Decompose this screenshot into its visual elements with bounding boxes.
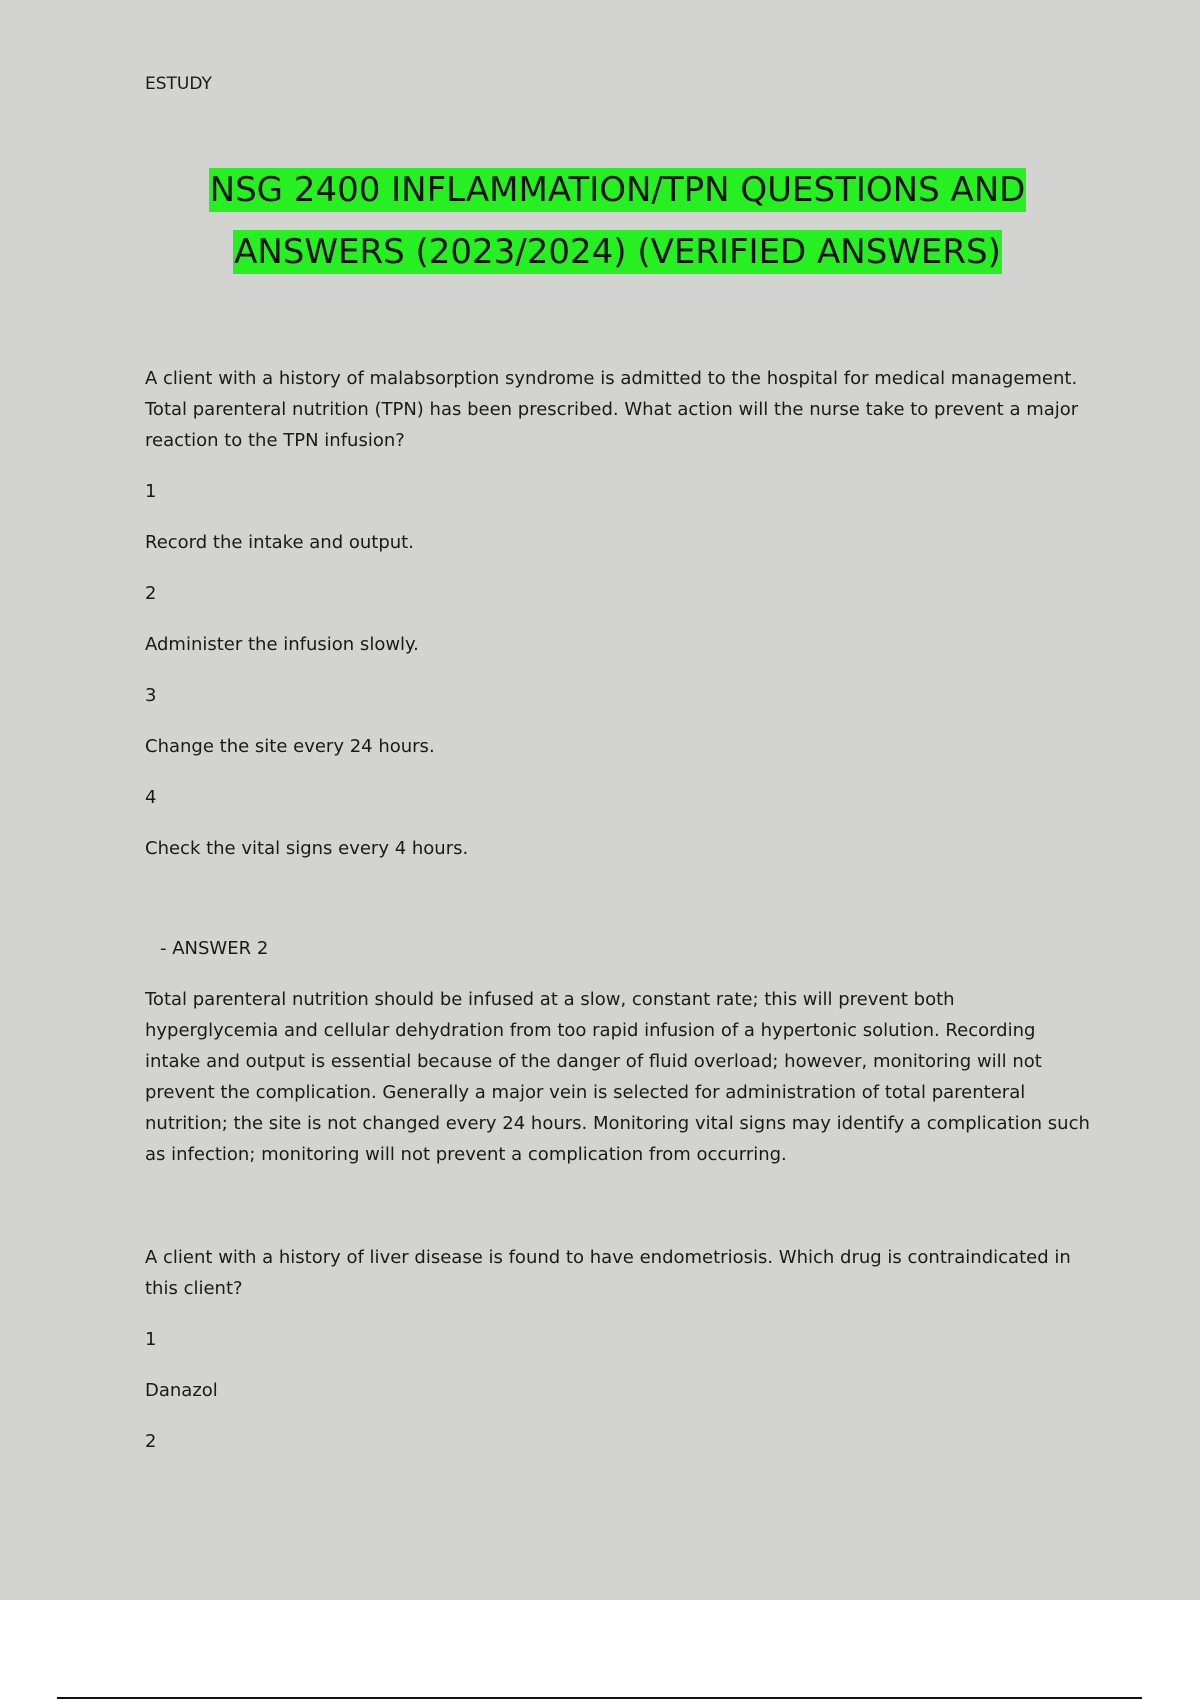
title-line-2: ANSWERS (2023/2024) (VERIFIED ANSWERS) [234, 232, 1001, 272]
question-2 [145, 1242, 1090, 1457]
option-text: Check the vital signs every 4 hours. [145, 838, 469, 859]
option-number: 2 [145, 583, 157, 604]
document-title [145, 162, 1090, 286]
footer-divider [57, 1697, 1142, 1699]
header-label: ESTUDY [145, 74, 212, 94]
question-text: A client with a history of liver disease is found to have endometriosis. Which drug is contraindicated in this client? [145, 1247, 1071, 1299]
answer-label: - ANSWER 2 [160, 938, 269, 959]
option-text: Danazol [145, 1380, 218, 1401]
question-text: A client with a history of malabsorption syndrome is admitted to the hospital for medical management. Total parenteral nutrition (TPN) has been prescribed. What action will the nurse take to prevent a major reaction to the TPN infusion? [145, 368, 1079, 451]
option-number: 3 [145, 685, 157, 706]
document-content [145, 72, 1090, 1477]
option-text: Record the intake and output. [145, 532, 414, 553]
title-line-1: NSG 2400 INFLAMMATION/TPN QUESTIONS AND [209, 170, 1026, 210]
answer-rationale: Total parenteral nutrition should be infused at a slow, constant rate; this will prevent both hyperglycemia and cellular dehydration from too rapid infusion of a hypertonic solution. Recording intake and output is essential because of the danger of fluid overload; however, monitoring will not prevent the complication. Generally a major vein is selected for administration of total parenteral nutrition; the site is not changed every 24 hours. Monitoring vital signs may identify a complication such as infection; monitoring will not prevent a complication from occurring. [145, 989, 1090, 1165]
option-number: 4 [145, 787, 157, 808]
option-text: Change the site every 24 hours. [145, 736, 435, 757]
option-text: Administer the infusion slowly. [145, 634, 419, 655]
option-number: 1 [145, 1329, 157, 1350]
option-number: 2 [145, 1431, 157, 1452]
question-1 [145, 363, 1090, 1170]
option-number: 1 [145, 481, 157, 502]
